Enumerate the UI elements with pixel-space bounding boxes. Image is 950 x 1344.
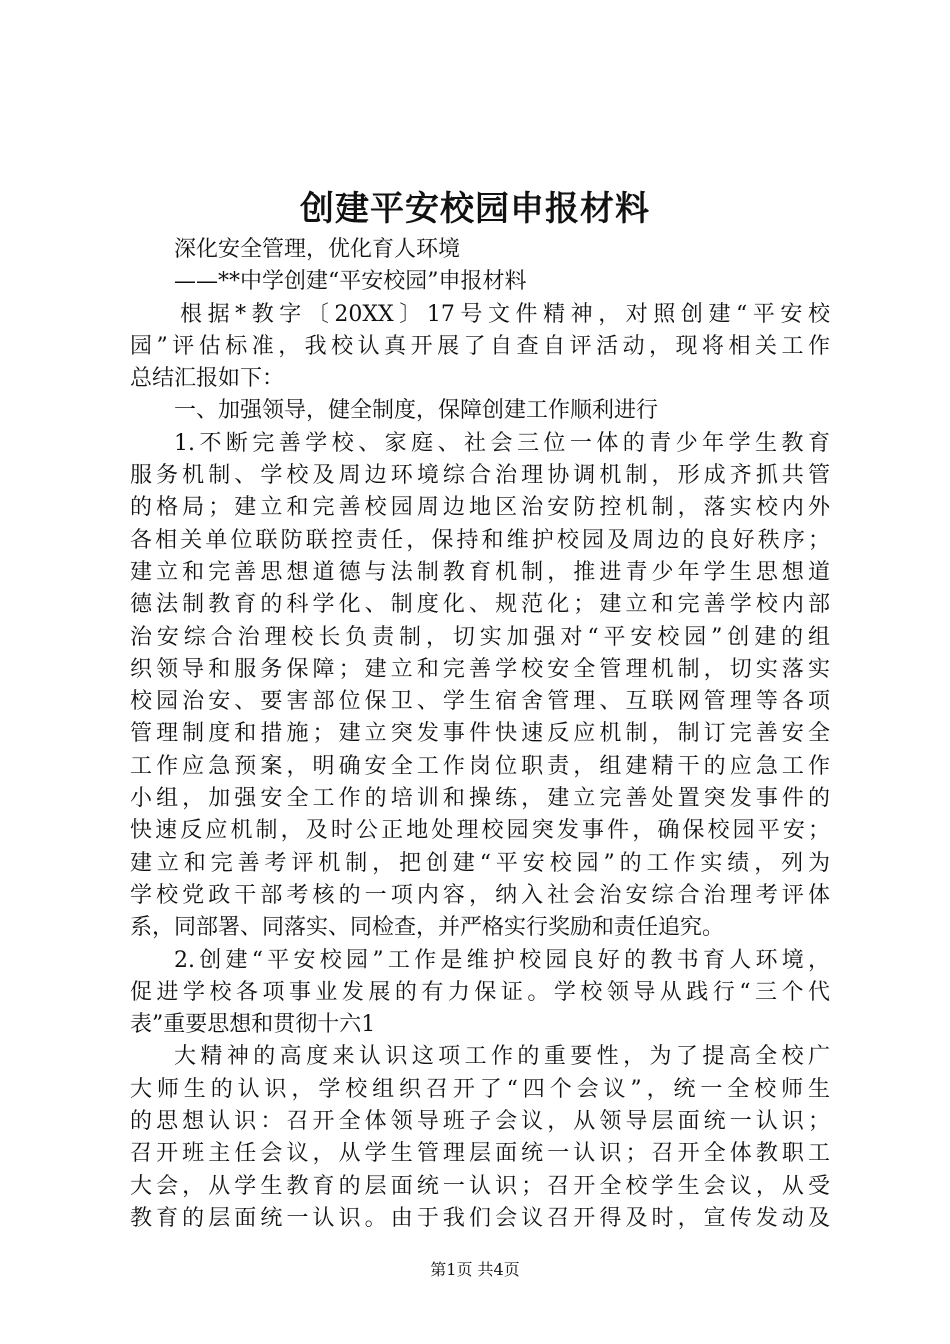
paragraph-line: 教育的层面统一认识。由于我们会议召开得及时，宣传发动及 (130, 1205, 830, 1231)
paragraph-line: 召开班主任会议，从学生管理层面统一认识；召开全体教职工 (130, 1141, 830, 1167)
paragraph-line: 各相关单位联防联控责任，保持和维护校园及周边的良好秩序； (130, 527, 830, 553)
document-title: 创建平安校园申报材料 (300, 189, 650, 229)
paragraph-line: 促进学校各项事业发展的有力保证。学校领导从践行“三个代 (130, 979, 830, 1005)
paragraph-line: 建立和完善思想道德与法制教育机制，推进青少年学生思想道 (130, 559, 830, 585)
subtitle-line: ——**中学创建“平安校园”申报材料 (174, 269, 527, 295)
paragraph-line: 的格局；建立和完善校园周边地区治安防控机制，落实校内外 (130, 495, 830, 521)
paragraph-line: 根据*教字〔20XX〕17号文件精神，对照创建“平安校 (180, 301, 830, 327)
paragraph-line: 大会，从学生教育的层面统一认识；召开全校学生会议，从受 (130, 1173, 830, 1199)
paragraph-line: 服务机制、学校及周边环境综合治理协调机制，形成齐抓共管 (130, 463, 830, 489)
paragraph-line: 2.创建“平安校园”工作是维护校园良好的教书育人环境， (174, 947, 830, 973)
paragraph-line: 工作应急预案，明确安全工作岗位职责，组建精干的应急工作 (130, 753, 830, 779)
paragraph-line: 表”重要思想和贯彻十六1 (130, 1012, 376, 1038)
paragraph-line: 校园治安、要害部位保卫、学生宿舍管理、互联网管理等各项 (130, 689, 830, 715)
paragraph-line: 快速反应机制，及时公正地处理校园突发事件，确保校园平安； (130, 818, 830, 844)
paragraph-line: 管理制度和措施；建立突发事件快速反应机制，制订完善安全 (130, 721, 830, 747)
paragraph-line: 1.不断完善学校、家庭、社会三位一体的青少年学生教育 (174, 430, 830, 456)
paragraph-line: 园”评估标准，我校认真开展了自查自评活动，现将相关工作 (130, 333, 830, 359)
paragraph-line: 学校党政干部考核的一项内容，纳入社会治安综合治理考评体 (130, 882, 830, 908)
paragraph-line: 系，同部署、同落实、同检查，并严格实行奖励和责任追究。 (130, 915, 725, 941)
paragraph-line: 小组，加强安全工作的培训和操练，建立完善处置突发事件的 (130, 786, 830, 812)
paragraph-line: 大精神的高度来认识这项工作的重要性，为了提高全校广 (174, 1044, 830, 1070)
paragraph-line: 德法制教育的科学化、制度化、规范化；建立和完善学校内部 (130, 592, 830, 618)
paragraph-line: 建立和完善考评机制，把创建“平安校园”的工作实绩，列为 (130, 850, 830, 876)
document-body (130, 234, 830, 1235)
paragraph-line: 的思想认识：召开全体领导班子会议，从领导层面统一认识； (130, 1109, 830, 1135)
paragraph-line: 大师生的认识，学校组织召开了“四个会议”，统一全校师生 (130, 1076, 830, 1102)
paragraph-line: 织领导和服务保障；建立和完善学校安全管理机制，切实落实 (130, 656, 830, 682)
paragraph-line: 总结汇报如下： (130, 366, 285, 392)
section-heading: 一、加强领导，健全制度，保障创建工作顺利进行 (174, 398, 659, 424)
subtitle-line: 深化安全管理，优化育人环境 (174, 237, 461, 262)
paragraph-line: 治安综合治理校长负责制，切实加强对“平安校园”创建的组 (130, 624, 830, 650)
page-number-footer: 第1页 共4页 (430, 1260, 520, 1279)
